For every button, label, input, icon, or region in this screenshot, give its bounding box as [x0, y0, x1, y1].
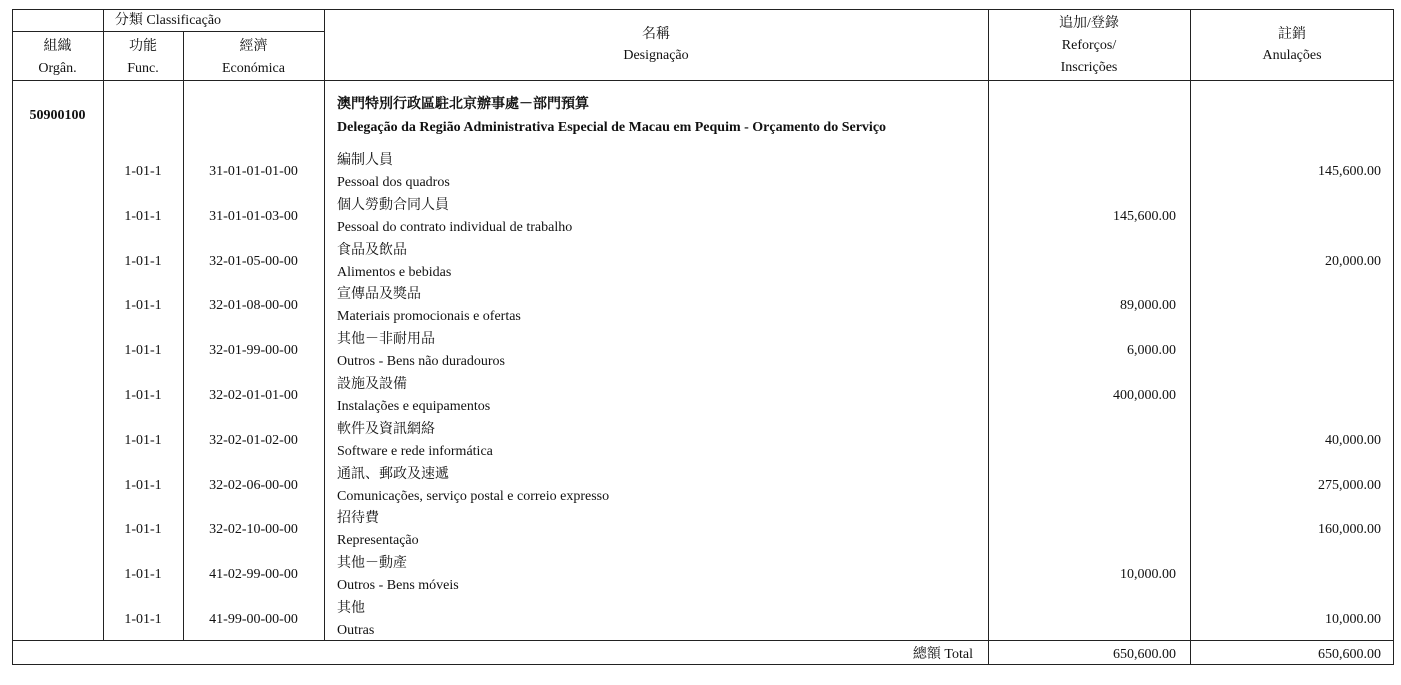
anulacao-value: 10,000.00 — [1325, 612, 1381, 627]
designation-pt: Outras — [337, 623, 375, 638]
organ-header-pt: Orgân. — [38, 61, 77, 76]
anulacao-value: 275,000.00 — [1318, 478, 1381, 493]
designation-pt: Software e rede informática — [337, 444, 493, 459]
table-row — [0, 599, 1401, 643]
designation-pt: Outros - Bens móveis — [337, 578, 459, 593]
anulacoes-header-zh: 註銷 — [1278, 27, 1306, 42]
total-anulacoes: 650,600.00 — [1318, 647, 1381, 662]
designation-pt: Pessoal dos quadros — [337, 175, 450, 190]
designation-zh: 招待費 — [337, 511, 379, 526]
department-name-zh: 澳門特別行政區駐北京辦事處－部門預算 — [337, 97, 589, 112]
designation-zh: 通訊、郵政及速遞 — [337, 467, 449, 482]
reforco-value: 145,600.00 — [1113, 209, 1176, 224]
econ-code: 32-01-08-00-00 — [209, 298, 298, 313]
designation-zh: 編制人員 — [337, 153, 393, 168]
designation-zh: 設施及設備 — [337, 377, 407, 392]
econ-code: 32-02-06-00-00 — [209, 478, 298, 493]
total-label: 總額 Total — [912, 647, 973, 662]
econ-code: 31-01-01-01-00 — [209, 164, 298, 179]
table-row — [0, 241, 1401, 285]
table-row — [0, 465, 1401, 509]
func-code: 1-01-1 — [124, 209, 162, 224]
designation-zh: 宣傳品及獎品 — [337, 287, 421, 302]
func-code: 1-01-1 — [124, 164, 162, 179]
table-row — [0, 554, 1401, 598]
table-row — [0, 420, 1401, 464]
econ-code: 32-02-01-02-00 — [209, 433, 298, 448]
econ-code: 31-01-01-03-00 — [209, 209, 298, 224]
func-code: 1-01-1 — [124, 388, 162, 403]
table-row — [0, 509, 1401, 553]
designation-pt: Alimentos e bebidas — [337, 265, 452, 280]
anulacao-value: 145,600.00 — [1318, 164, 1381, 179]
designation-zh: 軟件及資訊網絡 — [337, 422, 435, 437]
econ-code: 32-01-05-00-00 — [209, 254, 298, 269]
func-code: 1-01-1 — [124, 478, 162, 493]
designation-pt: Materiais promocionais e ofertas — [337, 309, 521, 324]
func-code: 1-01-1 — [124, 433, 162, 448]
table-row — [0, 151, 1401, 195]
reforcos-header-pt2: Inscrições — [1060, 60, 1118, 75]
total-reforcos: 650,600.00 — [1113, 647, 1176, 662]
func-code: 1-01-1 — [124, 522, 162, 537]
designation-zh: 其他－動產 — [337, 556, 407, 571]
header-bottom-line — [12, 80, 1394, 81]
department-code: 50900100 — [29, 108, 86, 123]
table-row — [0, 375, 1401, 419]
organ-header-zh: 組織 — [43, 39, 72, 54]
designation-pt: Comunicações, serviço postal e correio expresso — [337, 489, 610, 504]
reforco-value: 6,000.00 — [1127, 343, 1176, 358]
func-header-zh: 功能 — [129, 39, 157, 54]
designation-zh: 食品及飲品 — [337, 243, 407, 258]
anulacao-value: 160,000.00 — [1318, 522, 1381, 537]
designation-zh: 其他－非耐用品 — [337, 332, 435, 347]
reforcos-header-pt1: Reforços/ — [1061, 38, 1117, 53]
department-name-pt: Delegação da Região Administrativa Especial de Macau em Pequim - Orçamento do Serviço — [337, 120, 887, 135]
econ-code: 32-01-99-00-00 — [209, 343, 298, 358]
classification-header: 分類 Classificação — [114, 13, 222, 28]
designation-pt: Outros - Bens não duradouros — [337, 354, 505, 369]
designation-header-pt: Designação — [623, 48, 689, 63]
anulacoes-header-pt: Anulações — [1262, 48, 1322, 63]
reforcos-header-zh: 追加/登錄 — [1059, 16, 1119, 31]
designation-pt: Pessoal do contrato individual de trabalho — [337, 220, 573, 235]
econ-code: 41-02-99-00-00 — [209, 567, 298, 582]
econ-code: 32-02-10-00-00 — [209, 522, 298, 537]
designation-zh: 個人勞動合同人員 — [337, 198, 449, 213]
designation-zh: 其他 — [337, 601, 365, 616]
table-row — [0, 330, 1401, 374]
econ-code: 32-02-01-01-00 — [209, 388, 298, 403]
reforco-value: 89,000.00 — [1120, 298, 1176, 313]
func-code: 1-01-1 — [124, 343, 162, 358]
anulacao-value: 40,000.00 — [1325, 433, 1381, 448]
designation-header-zh: 名稱 — [642, 27, 670, 42]
reforco-value: 10,000.00 — [1120, 567, 1176, 582]
econ-header-pt: Económica — [222, 61, 285, 76]
func-code: 1-01-1 — [124, 254, 162, 269]
econ-header-zh: 經濟 — [239, 39, 268, 54]
reforco-value: 400,000.00 — [1113, 388, 1176, 403]
classification-underline — [12, 31, 324, 32]
func-code: 1-01-1 — [124, 567, 162, 582]
func-header-pt: Func. — [127, 61, 159, 76]
table-row — [0, 196, 1401, 240]
designation-pt: Representação — [337, 533, 419, 548]
designation-pt: Instalações e equipamentos — [337, 399, 491, 414]
econ-code: 41-99-00-00-00 — [209, 612, 298, 627]
table-row — [0, 285, 1401, 329]
func-code: 1-01-1 — [124, 612, 162, 627]
func-code: 1-01-1 — [124, 298, 162, 313]
anulacao-value: 20,000.00 — [1325, 254, 1381, 269]
